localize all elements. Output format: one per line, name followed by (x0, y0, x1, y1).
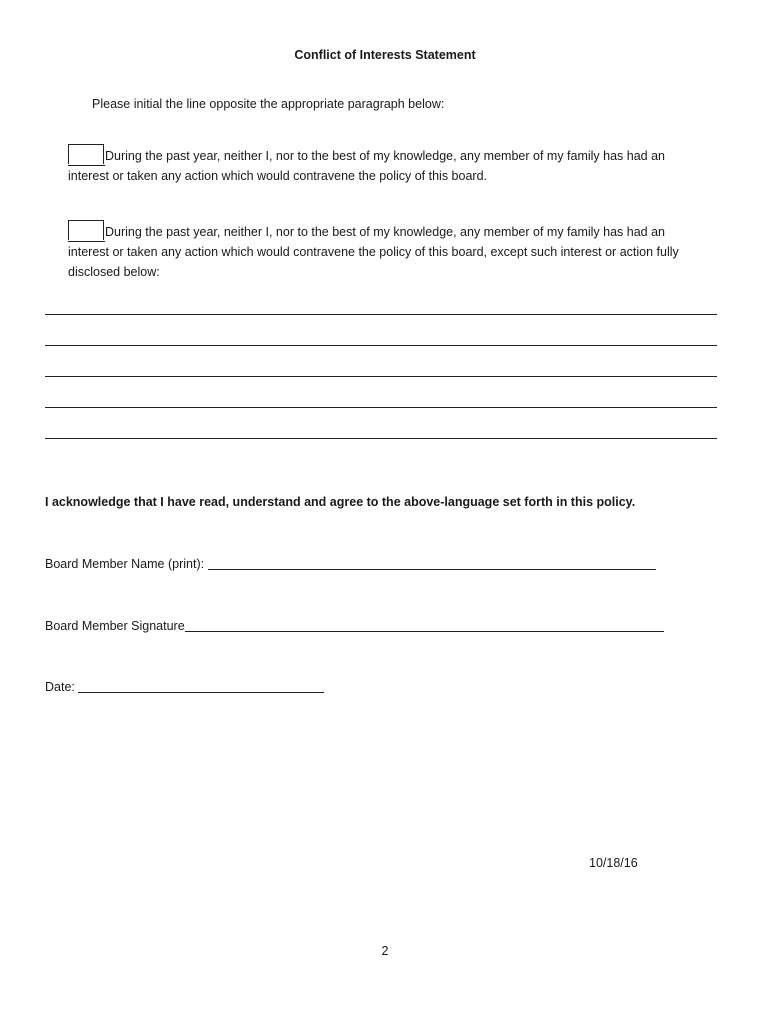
board-member-name-field (45, 557, 656, 571)
name-label: Board Member Name (print): (45, 557, 205, 571)
signature-label: Board Member Signature (45, 619, 185, 633)
instruction-text: Please initial the line opposite the appropriate paragraph below: (92, 97, 445, 111)
disclosure-line-2[interactable] (45, 345, 717, 346)
option-no-conflict (68, 144, 708, 186)
name-input-line[interactable] (208, 557, 656, 570)
option-2-text: During the past year, neither I, nor to the best of my knowledge, any member of my family has had an interest or taken any action which would contravene the policy of this board, except such interest or action fully disclosed below: (68, 225, 679, 279)
option-1-text: During the past year, neither I, nor to the best of my knowledge, any member of my family has had an interest or taken any action which would contravene the policy of this board. (68, 149, 666, 183)
disclosure-line-4[interactable] (45, 407, 717, 408)
option-conflict-disclosed (68, 220, 708, 282)
disclosure-line-1[interactable] (45, 314, 717, 315)
date-field (45, 680, 324, 694)
page-number: 2 (381, 944, 389, 958)
initial-box-1[interactable] (68, 144, 104, 164)
revision-date: 10/18/16 (589, 856, 638, 870)
disclosure-line-5[interactable] (45, 438, 717, 439)
board-member-signature-field (45, 619, 664, 633)
date-input-line[interactable] (78, 680, 324, 693)
date-label: Date: (45, 680, 75, 694)
document-title: Conflict of Interests Statement (294, 48, 476, 62)
disclosure-line-3[interactable] (45, 376, 717, 377)
initial-box-2[interactable] (68, 220, 104, 240)
signature-input-line[interactable] (185, 619, 664, 632)
acknowledgement-statement: I acknowledge that I have read, understand and agree to the above-language set forth in this policy. (45, 495, 636, 509)
